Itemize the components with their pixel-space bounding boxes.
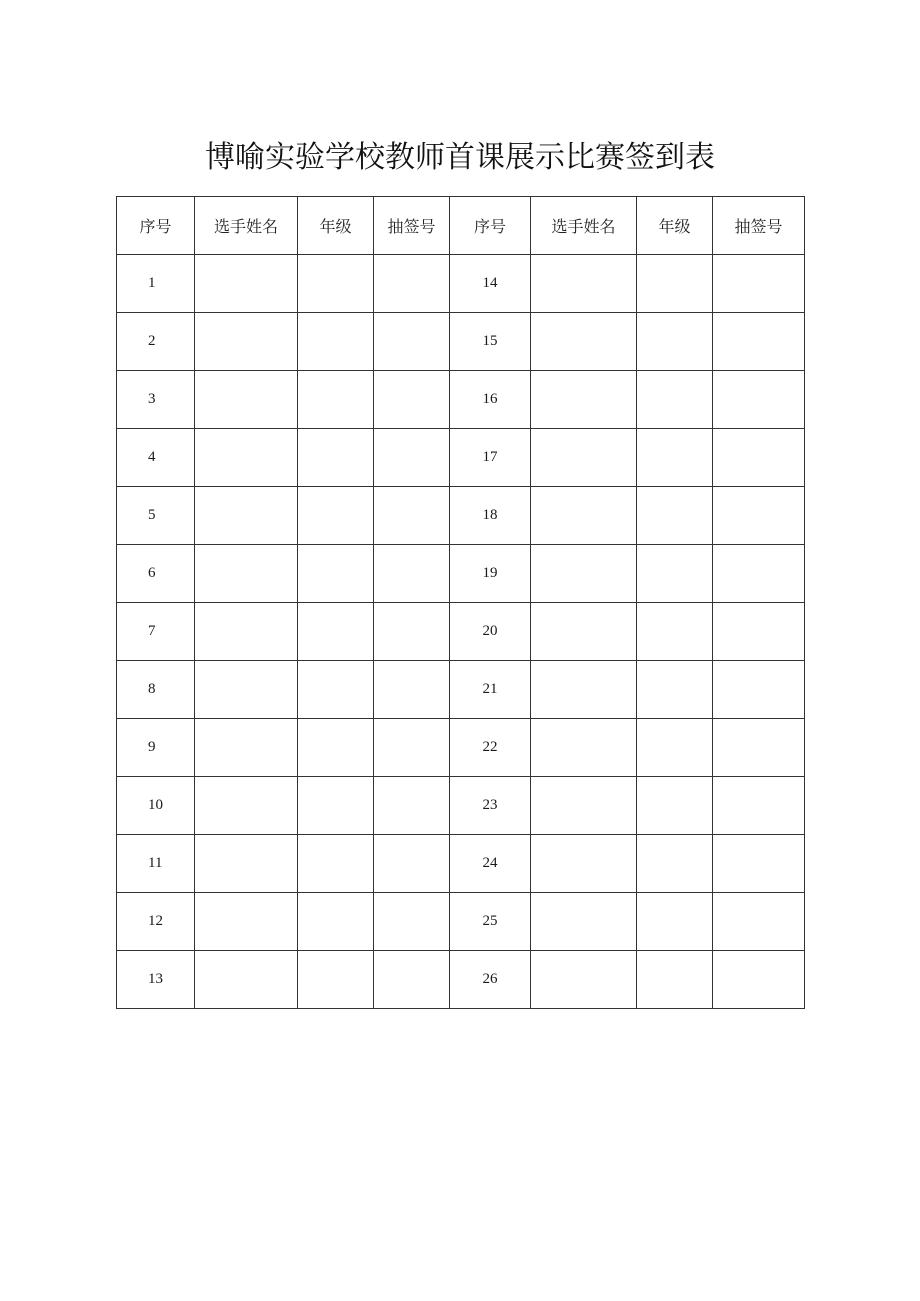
grade-cell[interactable] <box>298 661 374 719</box>
table-row <box>117 371 805 429</box>
grade-cell[interactable] <box>637 487 713 545</box>
serial-number-cell: 2 <box>117 313 195 371</box>
serial-number-cell: 16 <box>450 371 531 429</box>
table-row <box>117 545 805 603</box>
serial-number-cell: 13 <box>117 951 195 1009</box>
table-row <box>117 255 805 313</box>
contestant-name-cell[interactable] <box>195 951 298 1009</box>
header-contestant-name: 选手姓名 <box>531 197 637 255</box>
grade-cell[interactable] <box>637 255 713 313</box>
draw-number-cell[interactable] <box>713 313 805 371</box>
serial-number-cell: 6 <box>117 545 195 603</box>
draw-number-cell[interactable] <box>713 835 805 893</box>
table-row <box>117 835 805 893</box>
draw-number-cell[interactable] <box>713 255 805 313</box>
draw-number-cell[interactable] <box>374 371 450 429</box>
contestant-name-cell[interactable] <box>195 835 298 893</box>
grade-cell[interactable] <box>298 603 374 661</box>
grade-cell[interactable] <box>637 429 713 487</box>
grade-cell[interactable] <box>637 313 713 371</box>
draw-number-cell[interactable] <box>374 719 450 777</box>
table-body <box>117 255 805 1009</box>
draw-number-cell[interactable] <box>713 951 805 1009</box>
draw-number-cell[interactable] <box>374 603 450 661</box>
serial-number-cell: 4 <box>117 429 195 487</box>
header-draw-number: 抽签号 <box>374 197 450 255</box>
contestant-name-cell[interactable] <box>195 487 298 545</box>
contestant-name-cell[interactable] <box>531 487 637 545</box>
serial-number-cell: 10 <box>117 777 195 835</box>
draw-number-cell[interactable] <box>374 487 450 545</box>
grade-cell[interactable] <box>637 603 713 661</box>
table-header-row <box>117 197 805 255</box>
serial-number-cell: 25 <box>450 893 531 951</box>
serial-number-cell: 26 <box>450 951 531 1009</box>
grade-cell[interactable] <box>298 429 374 487</box>
table-row <box>117 313 805 371</box>
table-row <box>117 661 805 719</box>
draw-number-cell[interactable] <box>374 545 450 603</box>
contestant-name-cell[interactable] <box>195 661 298 719</box>
draw-number-cell[interactable] <box>374 313 450 371</box>
contestant-name-cell[interactable] <box>531 603 637 661</box>
contestant-name-cell[interactable] <box>195 893 298 951</box>
draw-number-cell[interactable] <box>713 487 805 545</box>
serial-number-cell: 5 <box>117 487 195 545</box>
draw-number-cell[interactable] <box>374 429 450 487</box>
contestant-name-cell[interactable] <box>195 429 298 487</box>
contestant-name-cell[interactable] <box>195 371 298 429</box>
serial-number-cell: 15 <box>450 313 531 371</box>
serial-number-cell: 23 <box>450 777 531 835</box>
grade-cell[interactable] <box>298 835 374 893</box>
grade-cell[interactable] <box>298 487 374 545</box>
serial-number-cell: 3 <box>117 371 195 429</box>
draw-number-cell[interactable] <box>713 545 805 603</box>
serial-number-cell: 18 <box>450 487 531 545</box>
grade-cell[interactable] <box>298 313 374 371</box>
draw-number-cell[interactable] <box>713 603 805 661</box>
contestant-name-cell[interactable] <box>531 313 637 371</box>
draw-number-cell[interactable] <box>713 429 805 487</box>
draw-number-cell[interactable] <box>374 951 450 1009</box>
table-row <box>117 777 805 835</box>
serial-number-cell: 24 <box>450 835 531 893</box>
grade-cell[interactable] <box>637 719 713 777</box>
grade-cell[interactable] <box>298 719 374 777</box>
contestant-name-cell[interactable] <box>531 777 637 835</box>
draw-number-cell[interactable] <box>374 893 450 951</box>
table-row <box>117 429 805 487</box>
table-row <box>117 719 805 777</box>
contestant-name-cell[interactable] <box>195 255 298 313</box>
draw-number-cell[interactable] <box>374 661 450 719</box>
contestant-name-cell[interactable] <box>195 545 298 603</box>
contestant-name-cell[interactable] <box>531 255 637 313</box>
contestant-name-cell[interactable] <box>531 835 637 893</box>
contestant-name-cell[interactable] <box>195 313 298 371</box>
contestant-name-cell[interactable] <box>195 719 298 777</box>
header-serial-number: 序号 <box>117 197 195 255</box>
serial-number-cell: 19 <box>450 545 531 603</box>
serial-number-cell: 7 <box>117 603 195 661</box>
draw-number-cell[interactable] <box>713 893 805 951</box>
grade-cell[interactable] <box>637 951 713 1009</box>
draw-number-cell[interactable] <box>713 371 805 429</box>
contestant-name-cell[interactable] <box>531 371 637 429</box>
grade-cell[interactable] <box>298 255 374 313</box>
page-title: 博喻实验学校教师首课展示比赛签到表 <box>205 140 715 175</box>
contestant-name-cell[interactable] <box>195 777 298 835</box>
sign-in-table <box>116 196 805 1009</box>
grade-cell[interactable] <box>298 545 374 603</box>
table-row <box>117 951 805 1009</box>
draw-number-cell[interactable] <box>374 255 450 313</box>
grade-cell[interactable] <box>637 661 713 719</box>
header-grade: 年级 <box>298 197 374 255</box>
header-serial-number: 序号 <box>450 197 531 255</box>
contestant-name-cell[interactable] <box>531 951 637 1009</box>
serial-number-cell: 8 <box>117 661 195 719</box>
grade-cell[interactable] <box>637 545 713 603</box>
grade-cell[interactable] <box>298 893 374 951</box>
contestant-name-cell[interactable] <box>531 545 637 603</box>
table-row <box>117 487 805 545</box>
grade-cell[interactable] <box>637 777 713 835</box>
grade-cell[interactable] <box>637 893 713 951</box>
serial-number-cell: 11 <box>117 835 195 893</box>
contestant-name-cell[interactable] <box>531 661 637 719</box>
draw-number-cell[interactable] <box>374 777 450 835</box>
table-row <box>117 603 805 661</box>
serial-number-cell: 1 <box>117 255 195 313</box>
serial-number-cell: 14 <box>450 255 531 313</box>
grade-cell[interactable] <box>637 371 713 429</box>
header-contestant-name: 选手姓名 <box>195 197 298 255</box>
contestant-name-cell[interactable] <box>531 719 637 777</box>
grade-cell[interactable] <box>298 777 374 835</box>
draw-number-cell[interactable] <box>713 777 805 835</box>
grade-cell[interactable] <box>298 371 374 429</box>
grade-cell[interactable] <box>298 951 374 1009</box>
draw-number-cell[interactable] <box>713 719 805 777</box>
serial-number-cell: 21 <box>450 661 531 719</box>
header-draw-number: 抽签号 <box>713 197 805 255</box>
contestant-name-cell[interactable] <box>195 603 298 661</box>
draw-number-cell[interactable] <box>713 661 805 719</box>
serial-number-cell: 17 <box>450 429 531 487</box>
table-row <box>117 893 805 951</box>
serial-number-cell: 9 <box>117 719 195 777</box>
header-grade: 年级 <box>637 197 713 255</box>
serial-number-cell: 20 <box>450 603 531 661</box>
grade-cell[interactable] <box>637 835 713 893</box>
serial-number-cell: 12 <box>117 893 195 951</box>
contestant-name-cell[interactable] <box>531 429 637 487</box>
contestant-name-cell[interactable] <box>531 893 637 951</box>
draw-number-cell[interactable] <box>374 835 450 893</box>
serial-number-cell: 22 <box>450 719 531 777</box>
